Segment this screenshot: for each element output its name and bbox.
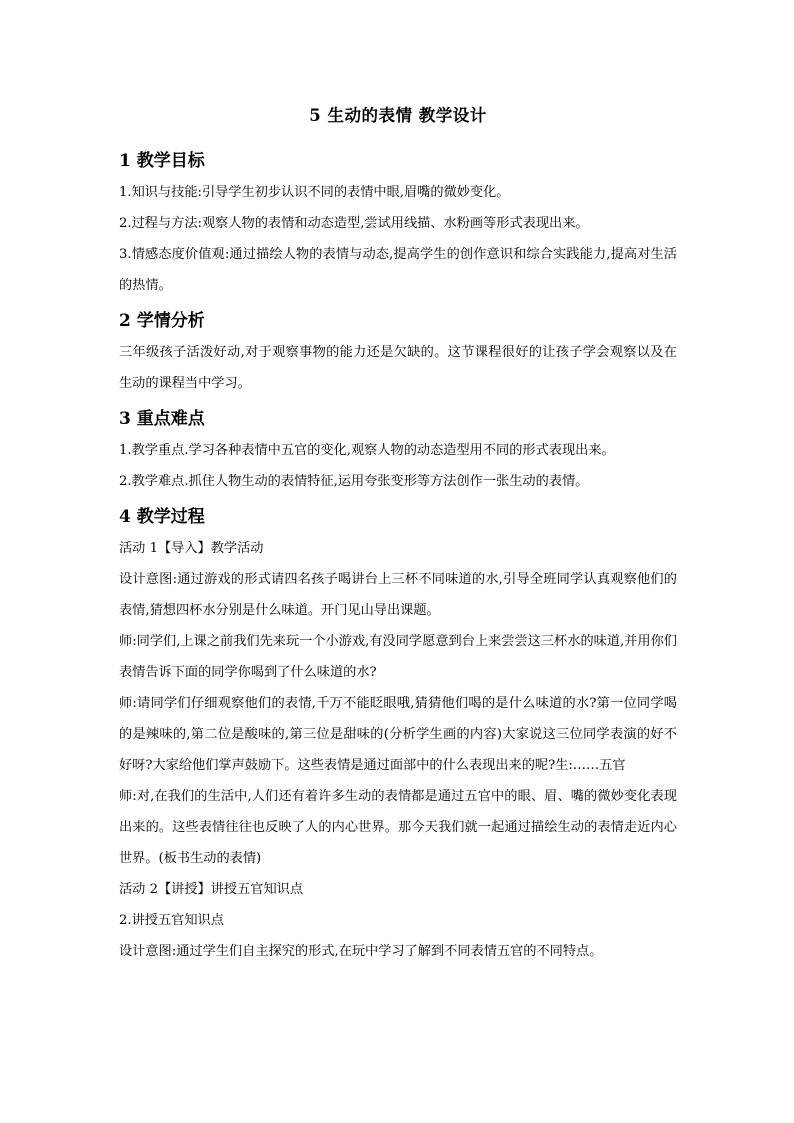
paragraph: 师:同学们,上课之前我们先来玩一个小游戏,有没同学愿意到台上来尝尝这三杯水的味道,并用你们表情告诉下面的同学你喝到了什么味道的水? — [119, 634, 677, 680]
paragraph: 1.教学重点.学习各种表情中五官的变化,观察人物的动态造型用不同的形式表现出来。 — [119, 443, 615, 458]
section-heading: 2 学情分析 — [119, 311, 205, 331]
section-teaching-objectives — [119, 141, 677, 301]
paragraph: 3.情感态度价值观:通过描绘人物的表情与动态,提高学生的创作意识和综合实践能力,提高对生活的热情。 — [119, 247, 677, 293]
paragraph: 师:对,在我们的生活中,人们还有着许多生动的表情都是通过五官中的眼、眉、嘴的微妙变化表现出来的。这些表情往往也反映了人的内心世界。那今天我们就一起通过描绘生动的表情走近内心世界。(板书生动的表情) — [119, 789, 677, 866]
section-teaching-process — [119, 497, 677, 967]
section-heading: 4 教学过程 — [119, 507, 205, 527]
paragraph: 设计意图:通过游戏的形式请四名孩子喝讲台上三杯不同味道的水,引导全班同学认真观察他们的表情,猜想四杯水分别是什么味道。开门见山导出课题。 — [119, 572, 677, 618]
paragraph: 1.知识与技能:引导学生初步认识不同的表情中眼,眉嘴的微妙变化。 — [119, 185, 510, 200]
paragraph: 师:请同学们仔细观察他们的表情,千万不能眨眼哦,猜猜他们喝的是什么味道的水?第一位同学喝的是辣味的,第二位是酸味的,第三位是甜味的(分析学生画的内容)大家说这三位同学表演的好不好呀?大家给他们掌声鼓励下。这些表情是通过面部中的什么表现出来的呢?生:……五官 — [119, 696, 677, 773]
section-key-points — [119, 399, 677, 497]
document-body — [119, 104, 677, 967]
document-title: 5 生动的表情 教学设计 — [309, 106, 487, 125]
activity-label: 活动 1【导入】教学活动 — [119, 541, 264, 556]
paragraph: 2.教学难点.抓住人物生动的表情特征,运用夸张变形等方法创作一张生动的表情。 — [119, 474, 589, 489]
activity-label: 活动 2【讲授】讲授五官知识点 — [119, 882, 304, 897]
section-heading: 3 重点难点 — [119, 409, 205, 429]
section-learner-analysis — [119, 301, 677, 399]
paragraph: 2.过程与方法:观察人物的表情和动态造型,尝试用线描、水粉画等形式表现出来。 — [119, 216, 589, 231]
section-heading: 1 教学目标 — [119, 151, 205, 171]
paragraph: 设计意图:通过学生们自主探究的形式,在玩中学习了解到不同表情五官的不同特点。 — [119, 944, 603, 959]
paragraph: 2.讲授五官知识点 — [119, 913, 224, 928]
paragraph: 三年级孩子活泼好动,对于观察事物的能力还是欠缺的。这节课程很好的让孩子学会观察以及在生动的课程当中学习。 — [119, 345, 677, 391]
